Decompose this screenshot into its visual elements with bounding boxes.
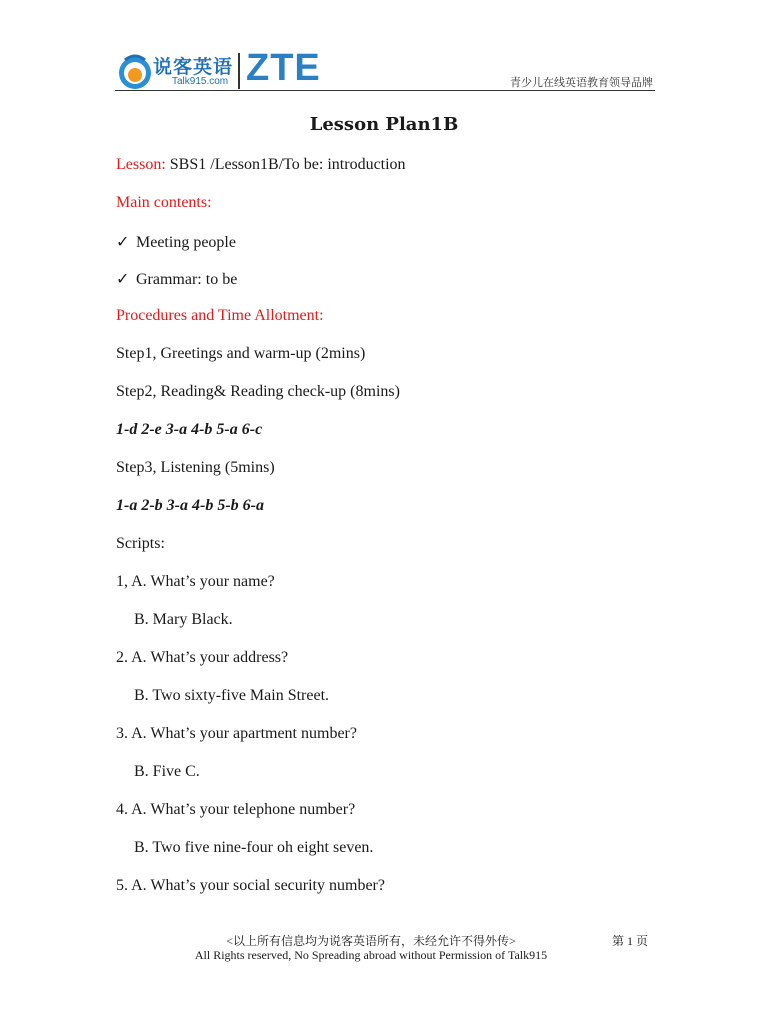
step3-answer-key: 1-a 2-b 3-a 4-b 5-b 6-a — [116, 497, 264, 514]
checkmark-icon: ✓ — [116, 234, 130, 251]
script-answer: B. Two five nine-four oh eight seven. — [134, 839, 374, 856]
header-divider — [115, 90, 655, 91]
main-contents-item-label: Meeting people — [136, 234, 236, 251]
page-title: Lesson Plan1B — [309, 114, 459, 135]
zte-logo: ZTE — [246, 47, 321, 89]
main-contents-item-label: Grammar: to be — [136, 271, 238, 288]
brand-name-cn: 说客英语 — [153, 56, 234, 78]
procedures-heading: Procedures and Time Allotment: — [116, 307, 324, 324]
lesson-value: SBS1 /Lesson1B/To be: introduction — [169, 156, 406, 173]
script-question: 2. A. What’s your address? — [116, 649, 289, 666]
script-answer: B. Two sixty-five Main Street. — [134, 687, 330, 704]
page-number: 第 1 页 — [612, 934, 649, 948]
logo-divider — [238, 53, 240, 89]
step3-line: Step3, Listening (5mins) — [116, 459, 275, 476]
talk915-logo — [115, 47, 321, 92]
lesson-line — [116, 156, 406, 174]
step2-line: Step2, Reading& Reading check-up (8mins) — [116, 383, 400, 400]
checkmark-icon: ✓ — [116, 271, 130, 288]
main-contents-item — [116, 232, 236, 252]
step1-line: Step1, Greetings and warm-up (2mins) — [116, 345, 366, 362]
main-contents-heading: Main contents: — [116, 194, 212, 211]
footer-notice-en: All Rights reserved, No Spreading abroad without Permission of Talk915 — [194, 948, 548, 962]
script-question: 3. A. What’s your apartment number? — [116, 725, 357, 742]
brand-url: Talk915.com — [172, 76, 229, 87]
main-contents-item — [116, 269, 237, 289]
lesson-label: Lesson: — [116, 156, 166, 173]
footer-notice-cn: <以上所有信息均为说客英语所有，未经允许不得外传> — [226, 934, 516, 948]
header-tagline: 青少儿在线英语教育领导品牌 — [510, 77, 653, 89]
step2-answer-key: 1-d 2-e 3-a 4-b 5-a 6-c — [116, 421, 263, 438]
script-answer: B. Mary Black. — [134, 611, 233, 628]
script-question: 5. A. What’s your social security number? — [116, 877, 385, 894]
talk915-mascot-icon — [115, 52, 155, 92]
script-question: 1, A. What’s your name? — [116, 573, 275, 590]
script-question: 4. A. What’s your telephone number? — [116, 801, 356, 818]
script-answer: B. Five C. — [134, 763, 200, 780]
scripts-heading: Scripts: — [116, 535, 165, 552]
